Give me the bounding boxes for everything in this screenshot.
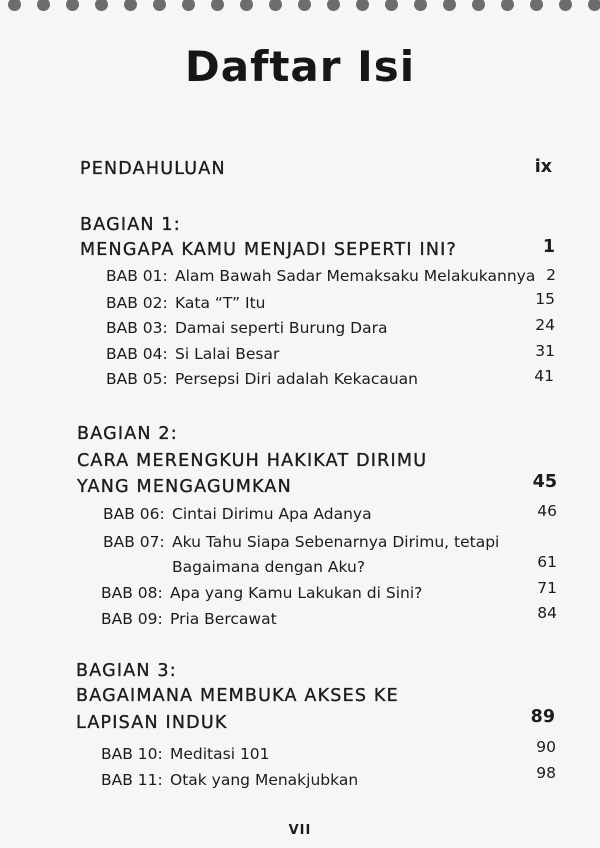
binding-hole — [443, 0, 456, 11]
binding-hole — [240, 0, 253, 11]
part-3-title-line-2: LAPISAN INDUK — [76, 713, 228, 733]
chapter-title: Alam Bawah Sadar Memaksaku Melakukannya — [175, 267, 536, 285]
chapter-title: Kata “T” Itu — [175, 294, 266, 312]
binding-hole — [588, 0, 600, 11]
chapter-page: 84 — [537, 604, 557, 622]
intro-label: PENDAHULUAN — [80, 159, 226, 179]
chapter-page: 41 — [534, 367, 554, 385]
binding-hole — [385, 0, 398, 11]
binding-hole — [95, 0, 108, 11]
binding-hole — [414, 0, 427, 11]
chapter-number: BAB 05: — [106, 370, 168, 388]
chapter-number: BAB 09: — [101, 610, 163, 628]
binding-hole — [501, 0, 514, 11]
chapter-page: 46 — [537, 502, 557, 520]
chapter-number: BAB 11: — [101, 771, 163, 789]
chapter-title: Pria Bercawat — [170, 610, 277, 628]
page-number: VII — [288, 823, 312, 838]
binding-hole — [530, 0, 543, 11]
part-2-title-line-2: YANG MENGAGUMKAN — [77, 477, 292, 497]
binding-hole — [269, 0, 282, 11]
chapter-number: BAB 01: — [106, 267, 168, 285]
chapter-page: 90 — [536, 738, 556, 756]
chapter-title: Si Lalai Besar — [175, 345, 280, 363]
chapter-number: BAB 07: — [103, 533, 165, 551]
chapter-page: 61 — [537, 553, 557, 571]
chapter-title: Apa yang Kamu Lakukan di Sini? — [170, 584, 423, 602]
chapter-title: Aku Tahu Siapa Sebenarnya Dirimu, tetapi — [172, 533, 500, 551]
binding-hole — [8, 0, 21, 11]
chapter-number: BAB 10: — [101, 745, 163, 763]
binding-hole — [559, 0, 572, 11]
binding-hole — [211, 0, 224, 11]
part-1-heading: BAGIAN 1: — [80, 215, 181, 235]
chapter-title-continued: Bagaimana dengan Aku? — [172, 558, 366, 576]
part-3-title-line-1: BAGAIMANA MEMBUKA AKSES KE — [76, 686, 399, 706]
binding-hole — [153, 0, 166, 11]
chapter-number: BAB 03: — [106, 319, 168, 337]
chapter-page: 15 — [535, 290, 555, 308]
chapter-page: 24 — [535, 316, 555, 334]
binding-hole — [472, 0, 485, 11]
part-1-page: 1 — [542, 237, 555, 257]
chapter-page: 31 — [535, 342, 555, 360]
chapter-page: 98 — [536, 764, 556, 782]
chapter-page: 71 — [537, 579, 557, 597]
binding-hole — [124, 0, 137, 11]
binding-hole — [37, 0, 50, 11]
part-2-page: 45 — [532, 472, 557, 492]
chapter-number: BAB 08: — [101, 584, 163, 602]
chapter-title: Damai seperti Burung Dara — [175, 319, 388, 337]
binding-hole — [327, 0, 340, 11]
binding-holes — [0, 0, 600, 14]
part-2-heading: BAGIAN 2: — [77, 424, 178, 444]
part-3-page: 89 — [530, 707, 555, 727]
chapter-title: Otak yang Menakjubkan — [170, 771, 359, 789]
binding-hole — [356, 0, 369, 11]
part-1-title: MENGAPA KAMU MENJADI SEPERTI INI? — [80, 240, 458, 260]
binding-hole — [298, 0, 311, 11]
chapter-title: Persepsi Diri adalah Kekacauan — [175, 370, 418, 388]
part-3-heading: BAGIAN 3: — [76, 661, 177, 681]
binding-hole — [66, 0, 79, 11]
chapter-number: BAB 06: — [103, 505, 165, 523]
binding-hole — [182, 0, 195, 11]
intro-page: ix — [534, 157, 552, 177]
chapter-number: BAB 04: — [106, 345, 168, 363]
chapter-page: 2 — [546, 266, 556, 284]
part-2-title-line-1: CARA MERENGKUH HAKIKAT DIRIMU — [77, 451, 428, 471]
chapter-title: Cintai Dirimu Apa Adanya — [172, 505, 372, 523]
page-title: Daftar Isi — [184, 42, 416, 91]
chapter-title: Meditasi 101 — [170, 745, 270, 763]
chapter-number: BAB 02: — [106, 294, 168, 312]
